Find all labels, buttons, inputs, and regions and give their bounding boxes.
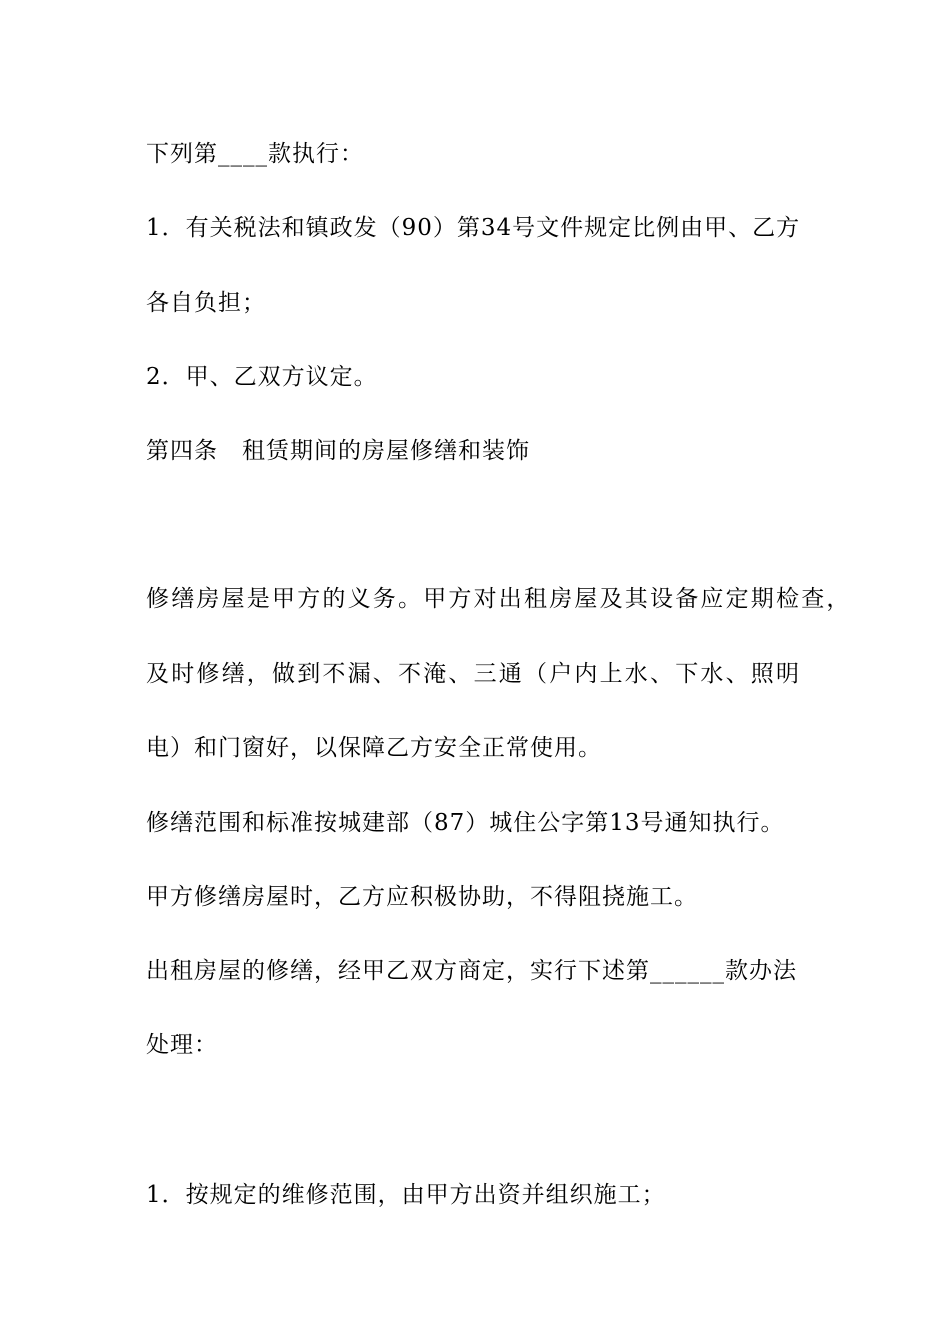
text-line-repair-duty-end: 电）和门窗好，以保障乙方安全正常使用。 [146,735,602,761]
text-line-repair-method: 出租房屋的修缮，经甲乙双方商定，实行下述第______款办法 [146,958,797,984]
text-line-option-1: 1．有关税法和镇政发（90）第34号文件规定比例由甲、乙方 [146,215,801,241]
text-line-repair-method-cont: 处理： [146,1032,218,1058]
text-line-option-2: 2．甲、乙双方议定。 [146,364,378,390]
text-line-repair-duty-cont: 及时修缮，做到不漏、不淹、三通（户内上水、下水、照明 [146,661,802,687]
text-line-payment-clause: 下列第____款执行： [146,141,364,167]
text-line-repair-scope: 修缮范围和标准按城建部（87）城住公字第13号通知执行。 [146,810,785,836]
text-line-repair-duty: 修缮房屋是甲方的义务。甲方对出租房屋及其设备应定期检查， [146,586,852,612]
text-line-tenant-assist: 甲方修缮房屋时，乙方应积极协助，不得阻挠施工。 [146,884,698,910]
text-line-repair-option-1: 1．按规定的维修范围，由甲方出资并组织施工； [146,1182,666,1208]
text-line-option-1-cont: 各自负担； [146,290,266,316]
article-4-heading: 第四条 租赁期间的房屋修缮和装饰 [146,438,530,464]
